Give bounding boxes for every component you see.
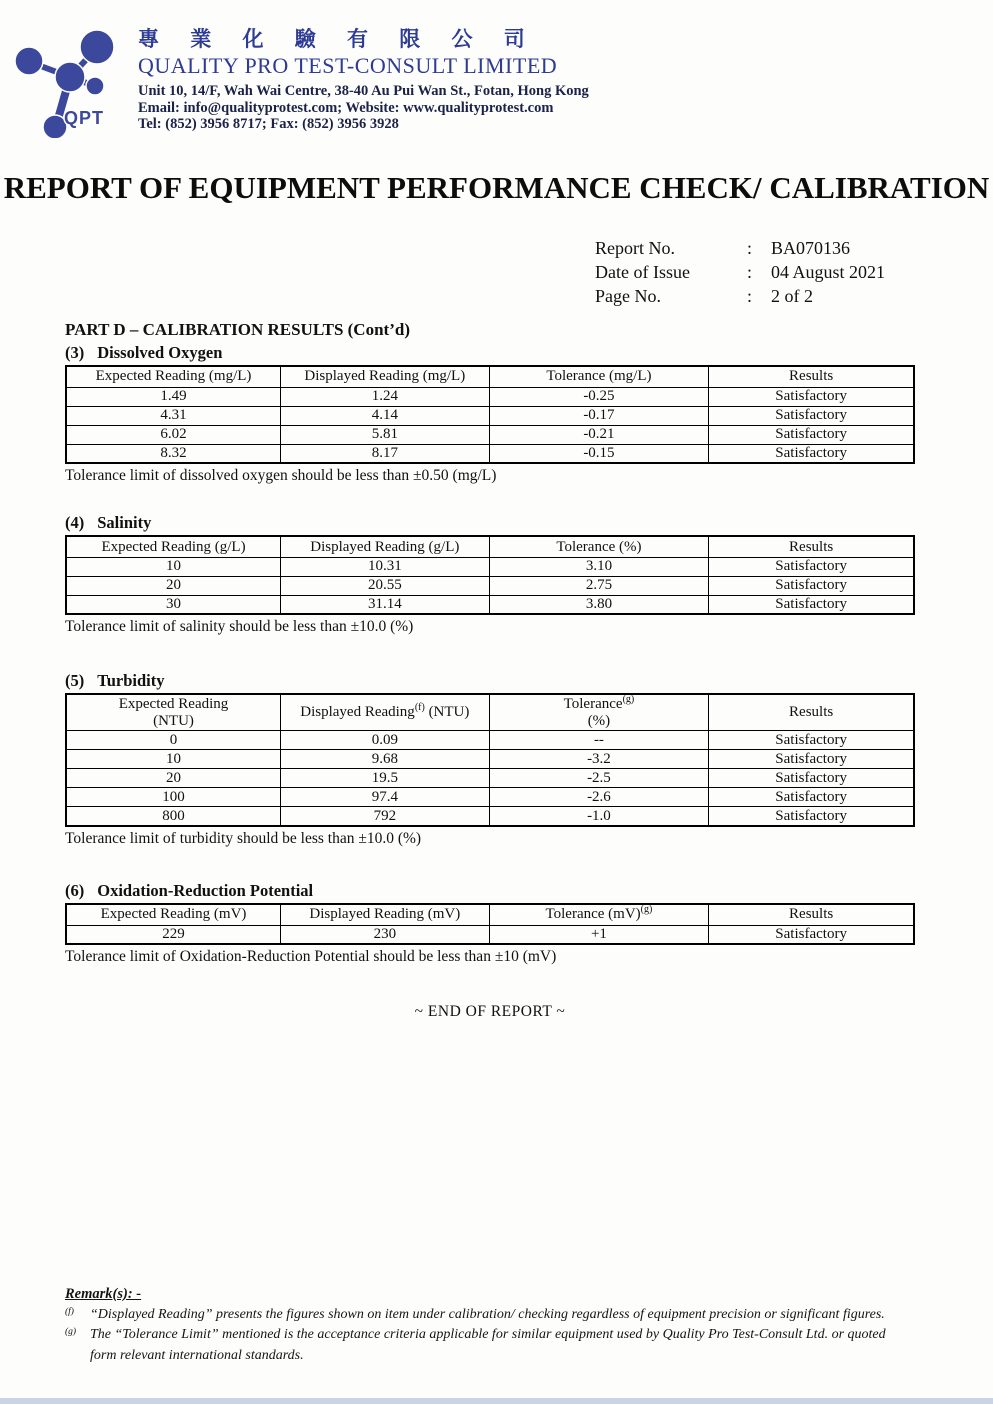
table-cell: Satisfactory	[709, 750, 914, 769]
table-cell: 4.14	[281, 406, 490, 425]
table-cell: -1.0	[489, 807, 709, 826]
table-row	[66, 425, 914, 444]
address-line: Unit 10, 14/F, Wah Wai Centre, 38-40 Au Pui Wan St., Fotan, Hong Kong	[138, 83, 589, 100]
part-d-heading: PART D – CALIBRATION RESULTS (Cont’d)	[65, 320, 410, 339]
section-number: (3)	[65, 343, 85, 362]
date-of-issue-value: 04 August 2021	[771, 262, 886, 282]
turbidity-table	[65, 693, 915, 827]
table-cell: 100	[66, 788, 281, 807]
column-header	[66, 694, 281, 731]
address-block	[138, 83, 589, 132]
report-no-label: Report No.	[595, 238, 675, 258]
table-row	[66, 576, 914, 595]
section-number: (6)	[65, 881, 85, 901]
section-number: (4)	[65, 513, 85, 533]
table-cell: 20.55	[281, 576, 490, 595]
report-body	[65, 236, 915, 1021]
company-name-english: QUALITY PRO TEST-CONSULT LIMITED	[138, 53, 558, 79]
footnote-marker: (f)	[65, 1307, 74, 1317]
table-cell: 229	[66, 925, 281, 944]
column-header: Results	[709, 904, 914, 925]
section-title: Salinity	[97, 513, 152, 533]
table-cell: 31.14	[281, 595, 490, 614]
table-cell: 30	[66, 595, 281, 614]
table-cell: Satisfactory	[709, 557, 914, 576]
table-cell: Satisfactory	[709, 788, 914, 807]
dissolved-oxygen-table	[65, 365, 915, 464]
header-text: (NTU)	[424, 704, 470, 721]
table-cell: 19.5	[281, 769, 490, 788]
separator: :	[747, 238, 753, 258]
company-name-chinese: 專 業 化 驗 有 限 公 司	[138, 27, 538, 51]
column-header: Displayed Reading (g/L)	[281, 536, 490, 557]
remarks-section	[65, 1286, 915, 1366]
table-cell: 4.31	[66, 406, 281, 425]
table-cell: 10	[66, 557, 281, 576]
table-cell: Satisfactory	[709, 807, 914, 826]
table-cell: 800	[66, 807, 281, 826]
table-header-row	[66, 536, 914, 557]
column-header: Results	[709, 694, 914, 731]
section-title: Oxidation-Reduction Potential	[97, 881, 314, 901]
letterhead	[8, 14, 993, 138]
remark-text: The “Tolerance Limit” mentioned is the acceptance criteria applicable for similar equipment used by Quality Pro Test-Consult Ltd. or quoted form relevant international standards.	[90, 1327, 886, 1363]
tel-fax-line: Tel: (852) 3956 8717; Fax: (852) 3956 3928	[138, 116, 399, 133]
table-header-row	[66, 694, 914, 731]
letterhead-text	[138, 14, 589, 138]
remark-item	[65, 1305, 915, 1325]
table-row	[66, 595, 914, 614]
tolerance-note-salinity: Tolerance limit of salinity should be less than ±10.0 (%)	[65, 618, 414, 636]
header-line: (NTU)	[153, 712, 194, 729]
company-logo	[8, 14, 130, 138]
table-row	[66, 406, 914, 425]
table-cell: -0.17	[489, 406, 709, 425]
separator: :	[747, 286, 753, 306]
table-cell: 230	[281, 925, 490, 944]
tolerance-note-turbidity: Tolerance limit of turbidity should be less than ±10.0 (%)	[65, 829, 422, 847]
table-cell: Satisfactory	[709, 576, 914, 595]
table-cell: 5.81	[281, 425, 490, 444]
report-info-block	[595, 236, 915, 308]
table-cell: -0.21	[489, 425, 709, 444]
scan-edge-strip	[0, 1398, 993, 1404]
column-header: Displayed Reading (mV)	[281, 904, 490, 925]
footnote-marker: (g)	[622, 693, 635, 705]
table-cell: 1.49	[66, 387, 281, 406]
table-row	[66, 731, 914, 750]
tolerance-note-orp: Tolerance limit of Oxidation-Reduction Potential should be less than ±10 (mV)	[65, 948, 557, 966]
date-of-issue-row	[595, 260, 915, 284]
table-cell: Satisfactory	[709, 925, 914, 944]
column-header: Expected Reading (mg/L)	[66, 366, 281, 387]
column-header: Tolerance (mg/L)	[489, 366, 709, 387]
table-cell: Satisfactory	[709, 387, 914, 406]
column-header: Results	[709, 536, 914, 557]
table-cell: 792	[281, 807, 490, 826]
section-title: Turbidity	[97, 670, 165, 690]
header-text: Tolerance (mV)	[545, 906, 641, 923]
footnote-marker: (g)	[65, 1327, 77, 1338]
table-cell: Satisfactory	[709, 406, 914, 425]
column-header: Expected Reading (g/L)	[66, 536, 281, 557]
section-heading-dissolved-oxygen	[65, 343, 915, 363]
column-header: Expected Reading (mV)	[66, 904, 281, 925]
table-row	[66, 387, 914, 406]
table-row	[66, 788, 914, 807]
table-cell: 8.17	[281, 444, 490, 463]
remarks-heading: Remark(s): -	[65, 1286, 142, 1302]
header-line: (%)	[587, 712, 611, 729]
table-cell: --	[489, 731, 709, 750]
table-cell: -2.5	[489, 769, 709, 788]
column-header: Results	[709, 366, 914, 387]
table-cell: 6.02	[66, 425, 281, 444]
page-title: REPORT OF EQUIPMENT PERFORMANCE CHECK/ CALIBRATION	[3, 170, 990, 205]
table-cell: -3.2	[489, 750, 709, 769]
table-header-row	[66, 904, 914, 925]
header-text: Displayed Reading	[300, 704, 415, 721]
table-cell: 9.68	[281, 750, 490, 769]
page-no-row	[595, 284, 915, 308]
remark-text: “Displayed Reading” presents the figures shown on item under calibration/ checking regardless of equipment precision or significant figures.	[90, 1307, 885, 1322]
table-row	[66, 807, 914, 826]
header-text: Tolerance	[563, 695, 623, 712]
table-cell: Satisfactory	[709, 731, 914, 750]
table-cell: 8.32	[66, 444, 281, 463]
table-cell: 20	[66, 576, 281, 595]
table-cell: Satisfactory	[709, 769, 914, 788]
table-cell: 3.10	[489, 557, 709, 576]
table-header-row	[66, 366, 914, 387]
separator: :	[747, 262, 753, 282]
table-cell: -2.6	[489, 788, 709, 807]
header-line: Expected Reading	[118, 695, 229, 712]
tolerance-note-dissolved-oxygen: Tolerance limit of dissolved oxygen should be less than ±0.50 (mg/L)	[65, 467, 497, 484]
table-cell: -0.25	[489, 387, 709, 406]
column-header: Displayed Reading (mg/L)	[281, 366, 490, 387]
table-cell: 97.4	[281, 788, 490, 807]
table-row	[66, 925, 914, 944]
table-cell: +1	[489, 925, 709, 944]
section-number: (5)	[65, 670, 85, 690]
footnote-marker: (f)	[414, 702, 425, 714]
table-cell: 0.09	[281, 731, 490, 750]
table-cell: -0.15	[489, 444, 709, 463]
report-no-row	[595, 236, 915, 260]
section-title: Dissolved Oxygen	[97, 343, 223, 362]
section-heading-orp	[65, 881, 915, 901]
table-cell: 20	[66, 769, 281, 788]
orp-table	[65, 903, 915, 945]
remark-item	[65, 1325, 915, 1366]
report-no-value: BA070136	[771, 238, 851, 258]
table-cell: 10	[66, 750, 281, 769]
section-heading-salinity	[65, 513, 915, 533]
table-cell: 0	[66, 731, 281, 750]
table-cell: Satisfactory	[709, 444, 914, 463]
date-of-issue-label: Date of Issue	[595, 262, 690, 282]
email-website-line: Email: info@qualityprotest.com; Website: www.qualityprotest.com	[138, 99, 554, 116]
table-row	[66, 769, 914, 788]
table-cell: Satisfactory	[709, 425, 914, 444]
logo-acronym-text: QPT	[64, 108, 105, 128]
table-row	[66, 750, 914, 769]
column-header	[489, 904, 709, 925]
table-row	[66, 557, 914, 576]
table-cell: Satisfactory	[709, 595, 914, 614]
table-cell: 3.80	[489, 595, 709, 614]
table-cell: 2.75	[489, 576, 709, 595]
footnote-marker: (g)	[640, 904, 653, 916]
page-no-label: Page No.	[595, 286, 661, 306]
column-header	[489, 694, 709, 731]
table-row	[66, 444, 914, 463]
table-cell: 10.31	[281, 557, 490, 576]
table-cell: 1.24	[281, 387, 490, 406]
page-no-value: 2 of 2	[771, 286, 813, 306]
column-header	[281, 694, 490, 731]
section-heading-turbidity	[65, 671, 915, 691]
column-header: Tolerance (%)	[489, 536, 709, 557]
end-of-report-marker: ~ END OF REPORT ~	[414, 1002, 566, 1020]
salinity-table	[65, 535, 915, 615]
molecule-logo-icon	[8, 14, 130, 138]
